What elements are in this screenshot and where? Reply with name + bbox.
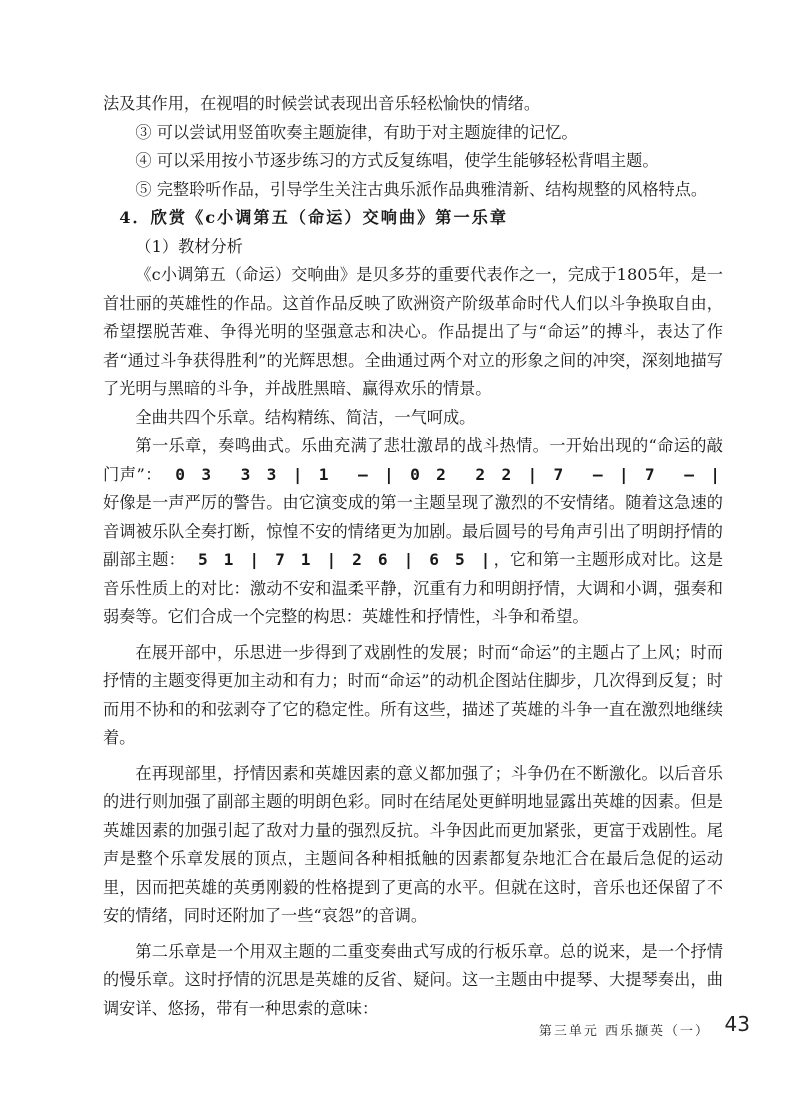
- fate-motif-notation: 0 3 3 3 | 1 – | 0 2 2 2 | 7 – | 7 – |: [162, 464, 723, 484]
- paragraph-recapitulation: 在再现部里，抒情因素和英雄因素的意义都加强了；斗争仍在不断激化。以后音乐的进行则加强了副部主题的明朗色彩。同时在结尾处更鲜明地显露出英雄的因素。但是英雄因素的加强引起了敌对力量的强烈反抗。斗争因此而更加紧张，更富于戏剧性。尾声是整个乐章发展的顶点，主题间各种相抵触的因素都复杂地汇合在最后急促的运动里，因而把英雄的英勇刚毅的性格提到了更高的水平。但就在这时，音乐也还保留了不安的情绪，同时还附加了一些“哀怨”的音调。: [103, 763, 723, 925]
- second-theme-notation: 5 1 | 7 1 | 2 6 | 6 5 |: [185, 550, 494, 569]
- subsection-heading: （1）教材分析: [135, 236, 243, 256]
- first-movement-text: 第一乐章，奏鸣曲式。乐曲充满了悲壮激昂的战斗热情。一开始出现的“命运的敲门声”：: [103, 436, 723, 484]
- paragraph-continuation: 法及其作用，在视唱的时候尝试表现出音乐轻松愉快的情绪。: [103, 94, 541, 113]
- first-movement-text-end: ，它和第一主题形成对比。这是音乐性质上的对比：激动不安和温柔平静，沉重有力和明朗抒情，大调和小调，强奏和弱奏等。它们合成一个完整的构思：英雄性和抒情性，斗争和希望。: [103, 550, 724, 626]
- list-item-5: ⑤ 完整聆听作品，引导学生关注古典乐派作品典雅清新、结构规整的风格特点。: [135, 179, 708, 199]
- paragraph-structure: 全曲共四个乐章。结构精练、简洁，一气呵成。: [135, 407, 476, 427]
- list-item-4: ④ 可以采用按小节逐步练习的方式反复练唱，使学生能够轻松背唱主题。: [135, 151, 659, 170]
- footer-unit-title: 第三单元 西乐撷英（一）: [538, 1024, 710, 1039]
- first-movement-text-cont: 好像是一声严厉的警告。由它演变成的第一主题呈现了激烈的不安情绪。随着这急速的音调被乐队全奏打断，惊惶不安的情绪更为加剧。最后圆号的号角声引出了明朗抒情的副部主题：: [103, 493, 723, 569]
- body-text: [103, 90, 723, 1023]
- paragraph-intro: 《c小调第五（命运）交响曲》是贝多芬的重要代表作之一，完成于1805年，是一首壮丽的英雄性的作品。这首作品反映了欧洲资产阶级革命时代人们以斗争换取自由，希望摆脱苦难、争得光明的坚强意志和决心。作品提出了与“命运”的搏斗，表达了作者“通过斗争获得胜利”的光辉思想。全曲通过两个对立的形象之间的冲突，深刻地描写了光明与黑暗的斗争，并战胜黑暗、赢得欢乐的情景。: [103, 265, 723, 398]
- paragraph-development: 在展开部中，乐思进一步得到了戏剧性的发展；时而“命运”的主题占了上风；时而抒情的主题变得更加主动和有力；时而“命运”的动机企图站住脚步，几次得到反复；时而用不协和的和弦剥夺了它的稳定性。所有这些，描述了英雄的斗争一直在激烈地继续着。: [103, 642, 723, 747]
- paragraph-first-movement: [103, 432, 723, 632]
- list-item-3: ③ 可以尝试用竖笛吹奏主题旋律，有助于对主题旋律的记忆。: [135, 122, 578, 142]
- section-heading: 4．欣赏《c小调第五（命运）交响曲》第一乐章: [119, 208, 509, 227]
- paragraph-second-movement: 第二乐章是一个用双主题的二重变奏曲式写成的行板乐章。总的说来，是一个抒情的慢乐章。这时抒情的沉思是英雄的反省、疑问。这一主题由中提琴、大提琴奏出，曲调安详、悠扬，带有一种思索的意味：: [103, 941, 723, 1018]
- page-number: 43: [724, 1012, 750, 1036]
